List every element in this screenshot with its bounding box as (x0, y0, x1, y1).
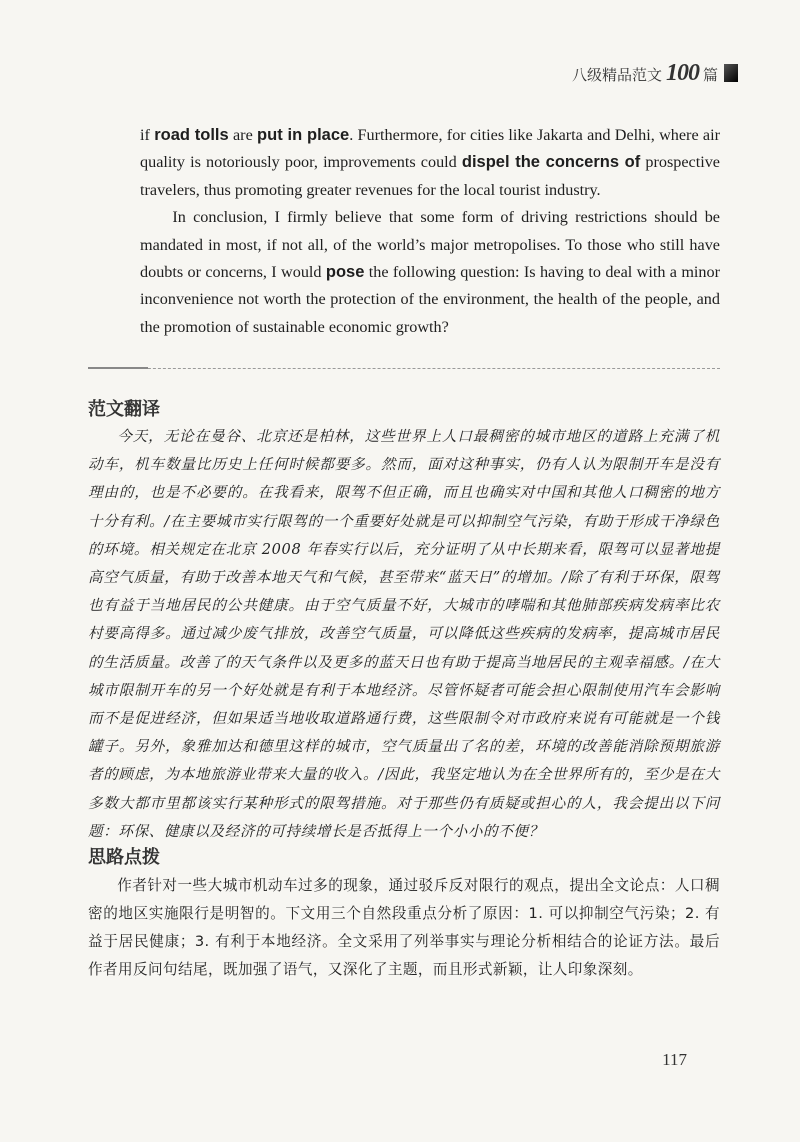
essay-text: if (140, 126, 155, 144)
essay-text: prospective travelers, thus promoting greater revenues for the local tourist industry. (140, 153, 720, 199)
essay-keyword: pose (325, 263, 365, 282)
translation-text: 今天，无论在曼谷、北京还是柏林，这些世界上人口最稠密的城市地区的道路上充满了机动车，机车数量比历史上任何时候都要多。然而，面对这种事实，仍有人认为限制开车是没有理由的，也是不必要的。在我看来，限驾不但正确，而且也确实对中国和其他人口稠密的地方十分有利。/在主要城市实行限驾的一个重要好处就是可以抑制空气污染，有助于形成干净绿色的环境。相关规定在北京 2008 年春实行以后，充分证明了从中长期来看，限驾可以显著地提高空气质量，有助于改善本地天气和气候，甚至带来“蓝天日”的增加。/除了有利于环保，限驾也有益于当地居民的公共健康。由于空气质量不好，大城市的哮喘和其他肺部疾病发病率比农村要高得多。通过减少废气排放，改善空气质量，可以降低这些疾病的发病率，提高城市居民的生活质量。改善了的天气条件以及更多的蓝天日也有助于提高当地居民的主观幸福感。/在大城市限制开车的另一个好处就是有利于本地经济。尽管怀疑者可能会担心限制使用汽车会影响而不是促进经济，但如果适当地收取道路通行费，这些限制令对市政府来说有可能就是一个钱罐子。另外，象雅加达和德里这样的城市，空气质量出了名的差，环境的改善能消除预期旅游者的顾虑，为本地旅游业带来大量的收入。/因此，我坚定地认为在全世界所有的，至少是在大多数大都市里都该实行某种形式的限驾措施。对于那些仍有质疑或担心的人，我会提出以下问题：环保、健康以及经济的可持续增长是否抵得上一个小小的不便？ (88, 428, 720, 840)
essay-passage (140, 122, 720, 341)
header-number: 100 (665, 60, 699, 86)
essay-keyword: put in place (257, 126, 350, 144)
page-number: 117 (662, 1050, 687, 1069)
translation-heading: 范文翻译 (88, 399, 160, 420)
header-block-icon (724, 64, 738, 82)
analysis-text: 作者针对一些大城市机动车过多的现象，通过驳斥反对限行的观点，提出全文论点：人口稠密的地区实施限行是明智的。下文用三个自然段重点分析了原因：1. 可以抑制空气污染；2. 有益于居民健康；3. 有利于本地经济。全文采用了列举事实与理论分析相结合的论证方法。最后作者用反问句结尾，既加强了语气，又深化了主题，而且形式新颖，让人印象深刻。 (88, 877, 720, 978)
essay-text: . Furthermore, for cities like Jakarta and Delhi, where air quality is notoriously poor, improvements could (140, 126, 720, 172)
essay-text: the following question: Is having to deal with a minor inconvenience not worth the protection of the environment, the health of the people, and the promotion of sustainable economic growth? (140, 263, 720, 336)
essay-keyword: dispel the concerns of (461, 153, 641, 172)
essay-paragraph-1 (140, 122, 720, 204)
analysis-block (88, 872, 720, 984)
section-divider-accent (88, 367, 148, 369)
translation-block (88, 423, 720, 846)
header-title: 八级精品范文 (571, 66, 662, 84)
essay-keyword: road tolls (154, 126, 229, 144)
section-divider (88, 368, 720, 369)
essay-text: are (228, 126, 258, 144)
header-suffix: 篇 (702, 66, 718, 84)
essay-paragraph-2 (140, 204, 720, 341)
essay-text: In conclusion, I firmly believe that some form of driving restrictions should be mandated in most, if not all, of the world’s major metropolises. To those who still have doubts or concerns, I would (140, 208, 720, 282)
analysis-heading: 思路点拨 (88, 847, 160, 868)
running-header (572, 60, 738, 87)
